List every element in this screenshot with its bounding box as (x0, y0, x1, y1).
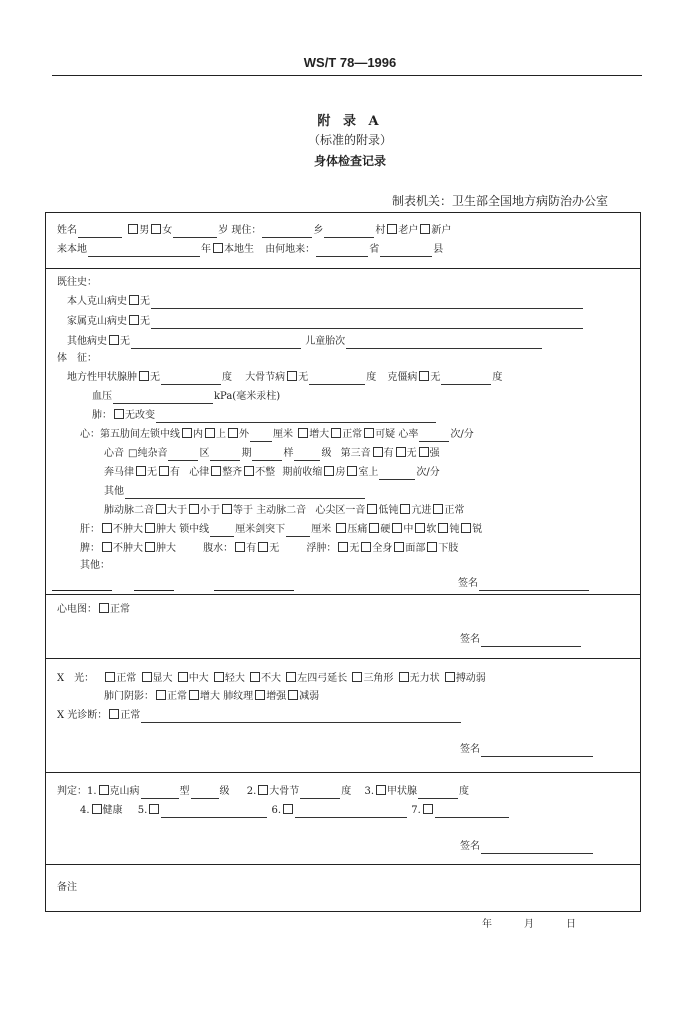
age-field[interactable] (173, 226, 217, 238)
remarks-label: 备注 (57, 882, 77, 893)
markings-enhanced-checkbox[interactable] (255, 690, 265, 700)
heart-suspect-checkbox[interactable] (364, 428, 374, 438)
personal-row-1: 姓名 男 女 岁 现住： 乡 村 老户 新户 (57, 225, 452, 236)
judgment-healthy-checkbox[interactable] (92, 804, 102, 814)
liver-midclav-field[interactable] (210, 525, 234, 537)
xray-slight-checkbox[interactable] (214, 672, 224, 682)
village-field[interactable] (324, 226, 374, 238)
divider-1 (45, 268, 641, 269)
murmur-phase-field[interactable] (210, 449, 240, 461)
appendix-title: 附 录 A (317, 114, 383, 129)
family-keshan-none-checkbox[interactable] (129, 315, 139, 325)
female-checkbox[interactable] (151, 224, 161, 234)
name-field[interactable] (78, 226, 122, 238)
judgment-5-field[interactable] (161, 806, 267, 818)
local-born-checkbox[interactable] (213, 243, 223, 253)
ecg-row: 心电图： 正常 (57, 604, 130, 615)
heart-border-row: 心：第五肋间左锁中线 内 上 外 厘米 增大 正常 可疑 心率 次/分 (80, 429, 474, 440)
bp-field[interactable] (113, 392, 213, 404)
heart-inside-checkbox[interactable] (182, 428, 192, 438)
rhythm-regular-checkbox[interactable] (211, 466, 221, 476)
judgment-7-field[interactable] (435, 806, 509, 818)
liver-row: 肝： 不肿大 肿大 锁中线 厘米剑突下 厘米 压痛 硬 中 软 钝 锐 (80, 524, 483, 535)
keshan-grade-field[interactable] (191, 787, 219, 799)
xray-not-large-checkbox[interactable] (250, 672, 260, 682)
liver-blunt-checkbox[interactable] (438, 523, 448, 533)
xray-sign-field[interactable] (481, 745, 593, 757)
xray-pulse-weak-checkbox[interactable] (445, 672, 455, 682)
xray-diagnosis-normal-checkbox[interactable] (109, 709, 119, 719)
xray-sign-row: 签名 (460, 743, 594, 757)
divider-4 (45, 772, 641, 773)
s1-hyper-checkbox[interactable] (400, 504, 410, 514)
edema-lower-limb-checkbox[interactable] (427, 542, 437, 552)
heart-upper-checkbox[interactable] (205, 428, 215, 438)
origin-province-field[interactable] (316, 245, 368, 257)
xray-visible-checkbox[interactable] (142, 672, 152, 682)
xray-normal-checkbox[interactable] (105, 672, 115, 682)
kb-none-checkbox[interactable] (287, 371, 297, 381)
judgment-thyroid-checkbox[interactable] (376, 785, 386, 795)
self-keshan-history: 本人克山病史 无 (67, 295, 584, 309)
exam-sign-field[interactable] (479, 579, 589, 591)
murmur-kind-field[interactable] (252, 449, 282, 461)
table-left (45, 212, 46, 912)
thyroid-degree-field[interactable] (418, 787, 458, 799)
family-keshan-history: 家属克山病史 无 (67, 315, 584, 329)
second-sound-row: 肺动脉二音 大于 小于 等于 主动脉二音 心尖区一音 低钝 亢进 正常 (104, 505, 465, 516)
spleen-enlarged-checkbox[interactable] (145, 542, 155, 552)
ecg-sign-row: 签名 (460, 633, 582, 647)
third-sound-absent-checkbox[interactable] (396, 447, 406, 457)
other-disease-history: 其他病史 无 儿童胎次 (67, 335, 543, 349)
divider-3 (45, 658, 641, 659)
p2-equal-checkbox[interactable] (222, 504, 232, 514)
hilum-normal-checkbox[interactable] (156, 690, 166, 700)
divider-2 (45, 594, 641, 595)
premature-rate-field[interactable] (379, 468, 415, 480)
personal-row-2: 来本地 年 本地生 由何地来： 省 县 (57, 244, 444, 255)
lung-no-change-checkbox[interactable] (114, 409, 124, 419)
judgment-keshan-checkbox[interactable] (99, 785, 109, 795)
heart-other-row: 其他 (104, 485, 366, 499)
liver-sharp-checkbox[interactable] (461, 523, 471, 533)
heart-normal-checkbox[interactable] (331, 428, 341, 438)
form-title: 身体检查记录 (313, 154, 386, 168)
liver-tender-checkbox[interactable] (336, 523, 346, 533)
judgment-kb-checkbox[interactable] (258, 785, 268, 795)
heart-rate-field[interactable] (419, 430, 449, 442)
issuer: 制表机关：卫生部全国地方病防治办公室 (392, 194, 609, 208)
township-field[interactable] (262, 226, 312, 238)
hilum-row: 肺门阴影： 正常 增大 肺纹理 增强 减弱 (104, 691, 320, 702)
history-label: 既往史： (57, 277, 97, 288)
other-disease-none-checkbox[interactable] (109, 335, 119, 345)
markings-reduced-checkbox[interactable] (288, 690, 298, 700)
judgment-sign-field[interactable] (481, 842, 593, 854)
divider-5 (45, 864, 641, 865)
origin-county-field[interactable] (380, 245, 432, 257)
liver-hard-checkbox[interactable] (369, 523, 379, 533)
old-household-checkbox[interactable] (387, 224, 397, 234)
xray-row: X 光： 正常 显大 中大 轻大 不大 左四弓延长 三角形 无力状 搏动弱 (57, 673, 486, 684)
murmur-grade-field[interactable] (294, 449, 320, 461)
pregnancy-field[interactable] (346, 337, 542, 349)
third-sound-strong-checkbox[interactable] (419, 447, 429, 457)
xray-diagnosis-field[interactable] (141, 711, 461, 723)
cretinism-none-checkbox[interactable] (419, 371, 429, 381)
exam-sign-row: 签名 (458, 577, 590, 591)
judgment-5-checkbox[interactable] (149, 804, 159, 814)
male-checkbox[interactable] (128, 224, 138, 234)
table-top (45, 212, 641, 213)
murmur-zone-field[interactable] (168, 449, 198, 461)
xray-left4-checkbox[interactable] (286, 672, 296, 682)
gallop-have-checkbox[interactable] (159, 466, 169, 476)
s1-normal-checkbox[interactable] (433, 504, 443, 514)
goiter-row: 地方性甲状腺肿 无 度 大骨节病 无 度 克僵病 无 度 (67, 372, 503, 383)
p2-less-checkbox[interactable] (189, 504, 199, 514)
lung-row: 肺： 无改变 (92, 409, 437, 423)
judgment-sign-row: 签名 (460, 840, 594, 854)
third-sound-have-checkbox[interactable] (373, 447, 383, 457)
arrival-year-field[interactable] (88, 245, 200, 257)
exam-others: 其他： (80, 560, 110, 571)
goiter-none-checkbox[interactable] (139, 371, 149, 381)
premature-atrial-checkbox[interactable] (324, 466, 334, 476)
dash-3 (214, 590, 294, 591)
goiter-degree-field[interactable] (161, 373, 221, 385)
spleen-not-enlarged-checkbox[interactable] (102, 542, 112, 552)
date-row: 年 月 日 (482, 919, 576, 930)
family-keshan-field[interactable] (151, 317, 583, 329)
liver-xiphoid-field[interactable] (286, 525, 310, 537)
heart-outside-checkbox[interactable] (228, 428, 238, 438)
xray-weak-checkbox[interactable] (399, 672, 409, 682)
ecg-sign-field[interactable] (481, 635, 581, 647)
judgment-6-field[interactable] (295, 806, 407, 818)
edema-whole-body-checkbox[interactable] (361, 542, 371, 552)
bp-row: 血压 kPa(毫米汞柱) (92, 391, 281, 402)
heart-enlarged-checkbox[interactable] (298, 428, 308, 438)
edema-absent-checkbox[interactable] (338, 542, 348, 552)
gallop-row: 奔马律 无 有 心律 整齐 不整 期前收缩 房 室上 次/分 (104, 467, 440, 478)
header-rule (52, 75, 642, 76)
liver-enlarged-checkbox[interactable] (145, 523, 155, 533)
xray-triangle-checkbox[interactable] (352, 672, 362, 682)
liver-soft-checkbox[interactable] (415, 523, 425, 533)
liver-not-enlarged-checkbox[interactable] (102, 523, 112, 533)
appendix-note: （标准的附录） (307, 133, 392, 147)
dash-1 (52, 590, 112, 591)
gallop-absent-checkbox[interactable] (136, 466, 146, 476)
heart-border-field[interactable] (250, 430, 272, 442)
judgment-row-2: 4. 健康 5. 6. 7. (80, 804, 510, 818)
spleen-row: 脾： 不肿大 肿大 腹水： 有 无 浮肿： 无 全身 面部 下肢 (80, 543, 459, 554)
judgment-row-1: 判定：1. 克山病 型 级 2. 大骨节 度 3. 甲状腺 度 (57, 786, 470, 797)
table-right (640, 212, 641, 912)
heart-sound-row: 心音 □纯杂音 区 期 样 级 第三音 有 无 强 (104, 448, 440, 459)
cretinism-degree-field[interactable] (441, 373, 491, 385)
keshan-type-field[interactable] (141, 787, 179, 799)
p2-greater-checkbox[interactable] (156, 504, 166, 514)
ecg-normal-checkbox[interactable] (99, 603, 109, 613)
kb-degree-field[interactable] (309, 373, 365, 385)
s1-low-checkbox[interactable] (367, 504, 377, 514)
premature-ventricular-checkbox[interactable] (347, 466, 357, 476)
liver-medium-checkbox[interactable] (392, 523, 402, 533)
dash-2 (134, 590, 174, 591)
table-bottom (45, 911, 641, 912)
other-disease-field[interactable] (131, 337, 301, 349)
xray-diagnosis-row: X 光诊断： 正常 (57, 709, 462, 723)
self-keshan-none-checkbox[interactable] (129, 295, 139, 305)
rhythm-irregular-checkbox[interactable] (244, 466, 254, 476)
self-keshan-field[interactable] (151, 297, 583, 309)
edema-face-checkbox[interactable] (394, 542, 404, 552)
kb-judgment-degree-field[interactable] (300, 787, 340, 799)
new-household-checkbox[interactable] (420, 224, 430, 234)
standard-code: WS/T 78—1996 (303, 55, 397, 70)
judgment-6-checkbox[interactable] (283, 804, 293, 814)
lung-field[interactable] (156, 411, 436, 423)
exam-label: 体 征： (57, 353, 97, 364)
judgment-7-checkbox[interactable] (423, 804, 433, 814)
ascites-have-checkbox[interactable] (235, 542, 245, 552)
hilum-increased-checkbox[interactable] (189, 690, 199, 700)
heart-other-field[interactable] (125, 487, 365, 499)
xray-medium-checkbox[interactable] (178, 672, 188, 682)
ascites-absent-checkbox[interactable] (258, 542, 268, 552)
